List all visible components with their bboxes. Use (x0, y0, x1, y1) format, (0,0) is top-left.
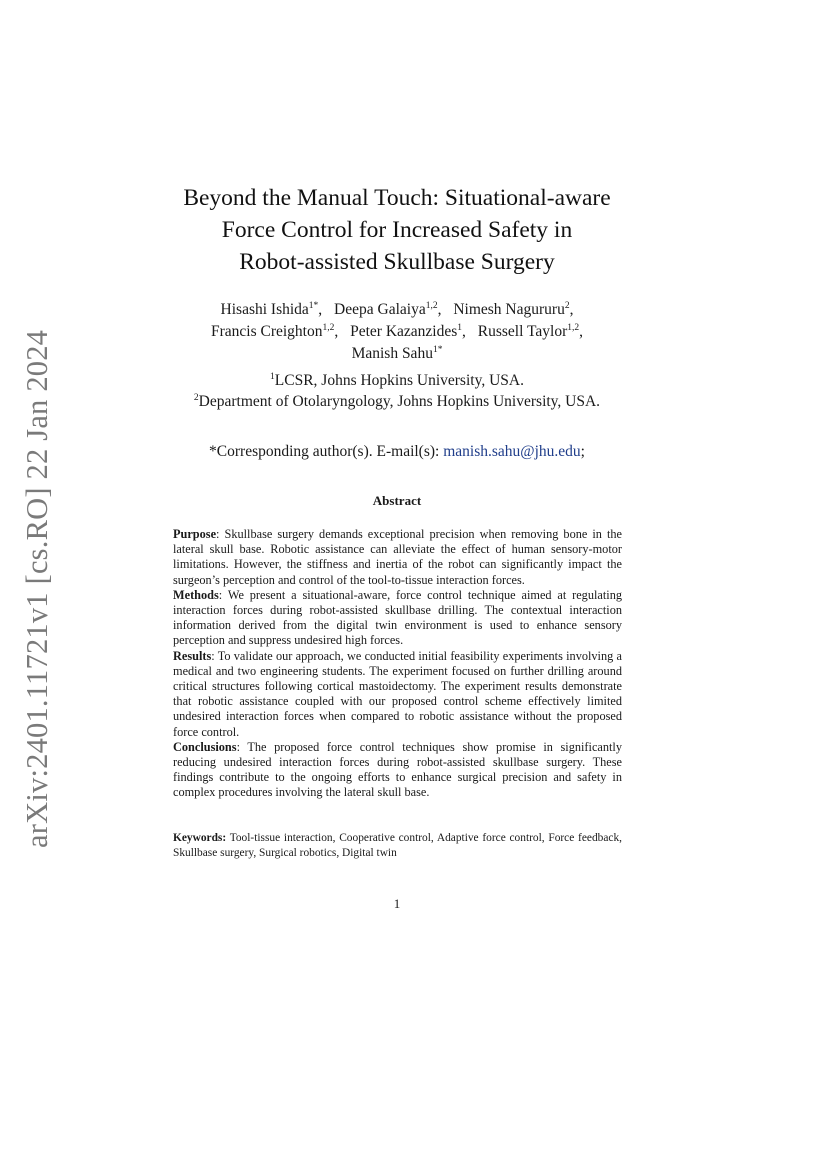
abstract-section-text: : We present a situational-aware, force control technique aimed at regulating interaction forces during robot-assisted skullbase drilling. The contextual interaction information derived from the digital twin environment is used to enhance sensory perception and suppress undesired high forces. (173, 587, 622, 648)
affiliation-text: LCSR, Johns Hopkins University, USA. (274, 372, 524, 389)
author-affiliation-marker: 1* (308, 301, 319, 311)
abstract-section-text: : To validate our approach, we conducted initial feasibility experiments involving a medical and two engineering students. The experiment focused on further drilling around critical structures following cortical mastoidectomy. The experiment results demonstrate that robotic assistance coupled with our proposed control scheme effectively limited undesired interaction forces when compared to robotic assistance without the proposed force control. (173, 648, 622, 739)
abstract-section-label: Methods (173, 587, 219, 602)
affiliation (150, 391, 644, 412)
corresponding-suffix: ; (580, 443, 585, 460)
author: Russell Taylor$^{1,2}$, (477, 323, 583, 340)
author-affiliation-marker: 1* (432, 345, 443, 355)
abstract-heading: Abstract (372, 493, 422, 508)
author-affiliation-marker: 1,2 (425, 301, 438, 311)
abstract-section-text: : Skullbase surgery demands exceptional precision when removing bone in the lateral skull base. Robotic assistance can alleviate the effect of human sensory-motor limitations. However, the stiffness and inertia of the robot can significantly impact the surgeon’s perception and control of the tool-to-tissue interaction forces. (173, 527, 622, 587)
affiliation (150, 370, 644, 391)
author-list (150, 299, 644, 365)
affiliation-list (150, 370, 644, 412)
abstract-results (173, 649, 622, 740)
title-line: Robot-assisted Skullbase Surgery (239, 249, 555, 275)
author-name: Russell Taylor (477, 323, 568, 340)
author: Deepa Galaiya$^{1,2}$, (334, 301, 442, 318)
corresponding-prefix: *Corresponding author(s). E-mail(s): (209, 443, 444, 460)
affiliation-marker: 2 (193, 393, 199, 403)
author-name: Peter Kazanzides (350, 323, 458, 340)
author-name: Francis Creighton (210, 323, 323, 340)
abstract-section-label: Conclusions (173, 739, 237, 754)
author-line (150, 343, 644, 365)
abstract-conclusions (173, 740, 622, 801)
corresponding-author-note (150, 441, 644, 463)
author-name: Deepa Galaiya (334, 301, 426, 318)
author: Nimesh Nagururu$^2$, (453, 301, 574, 318)
abstract-section-label: Purpose (173, 527, 217, 541)
abstract-purpose (173, 527, 622, 588)
title-line: Force Control for Increased Safety in (221, 217, 573, 243)
arxiv-identifier-stamp: arXiv:2401.11721v1 [cs.RO] 22 Jan 2024 (20, 329, 54, 848)
author-affiliation-marker: 1 (457, 323, 463, 333)
abstract-body (173, 527, 622, 801)
author: Hisashi Ishida$^{1*}$, (220, 301, 323, 318)
keywords-text: Tool-tissue interaction, Cooperative control, Adaptive force control, Force feedback, Skullbase surgery, Surgical robotics, Digital twin (173, 832, 622, 859)
paper-title (150, 182, 644, 278)
keywords (173, 831, 622, 860)
affiliation-text: Department of Otolaryngology, Johns Hopkins University, USA. (198, 393, 601, 410)
author-line (150, 321, 644, 343)
author-line (150, 299, 644, 321)
author-affiliation-marker: 2 (564, 301, 570, 311)
author-affiliation-marker: 1,2 (567, 323, 580, 333)
keywords-label: Keywords: (173, 832, 227, 844)
author (352, 345, 443, 362)
author-name: Manish Sahu (351, 345, 433, 362)
affiliation-marker: 1 (270, 372, 275, 382)
author: Peter Kazanzides$^1$, (350, 323, 466, 340)
title-line: Beyond the Manual Touch: Situational-aware (183, 185, 611, 211)
abstract-section-text: : The proposed force control techniques show promise in significantly reducing undesired interaction forces during robot-assisted skullbase surgery. These findings contribute to the ongoing efforts to enhance surgical precision and safety in complex procedures involving the lateral skull base. (173, 739, 622, 800)
author-affiliation-marker: 1,2 (322, 323, 335, 333)
author: Francis Creighton$^{1,2}$, (210, 323, 339, 340)
page-number: 1 (393, 896, 401, 911)
corresponding-email-link[interactable]: manish.sahu@jhu.edu (443, 443, 581, 460)
author-name: Hisashi Ishida (220, 301, 309, 318)
author-name: Nimesh Nagururu (453, 301, 565, 318)
abstract-methods (173, 588, 622, 649)
abstract-section-label: Results (173, 648, 212, 663)
